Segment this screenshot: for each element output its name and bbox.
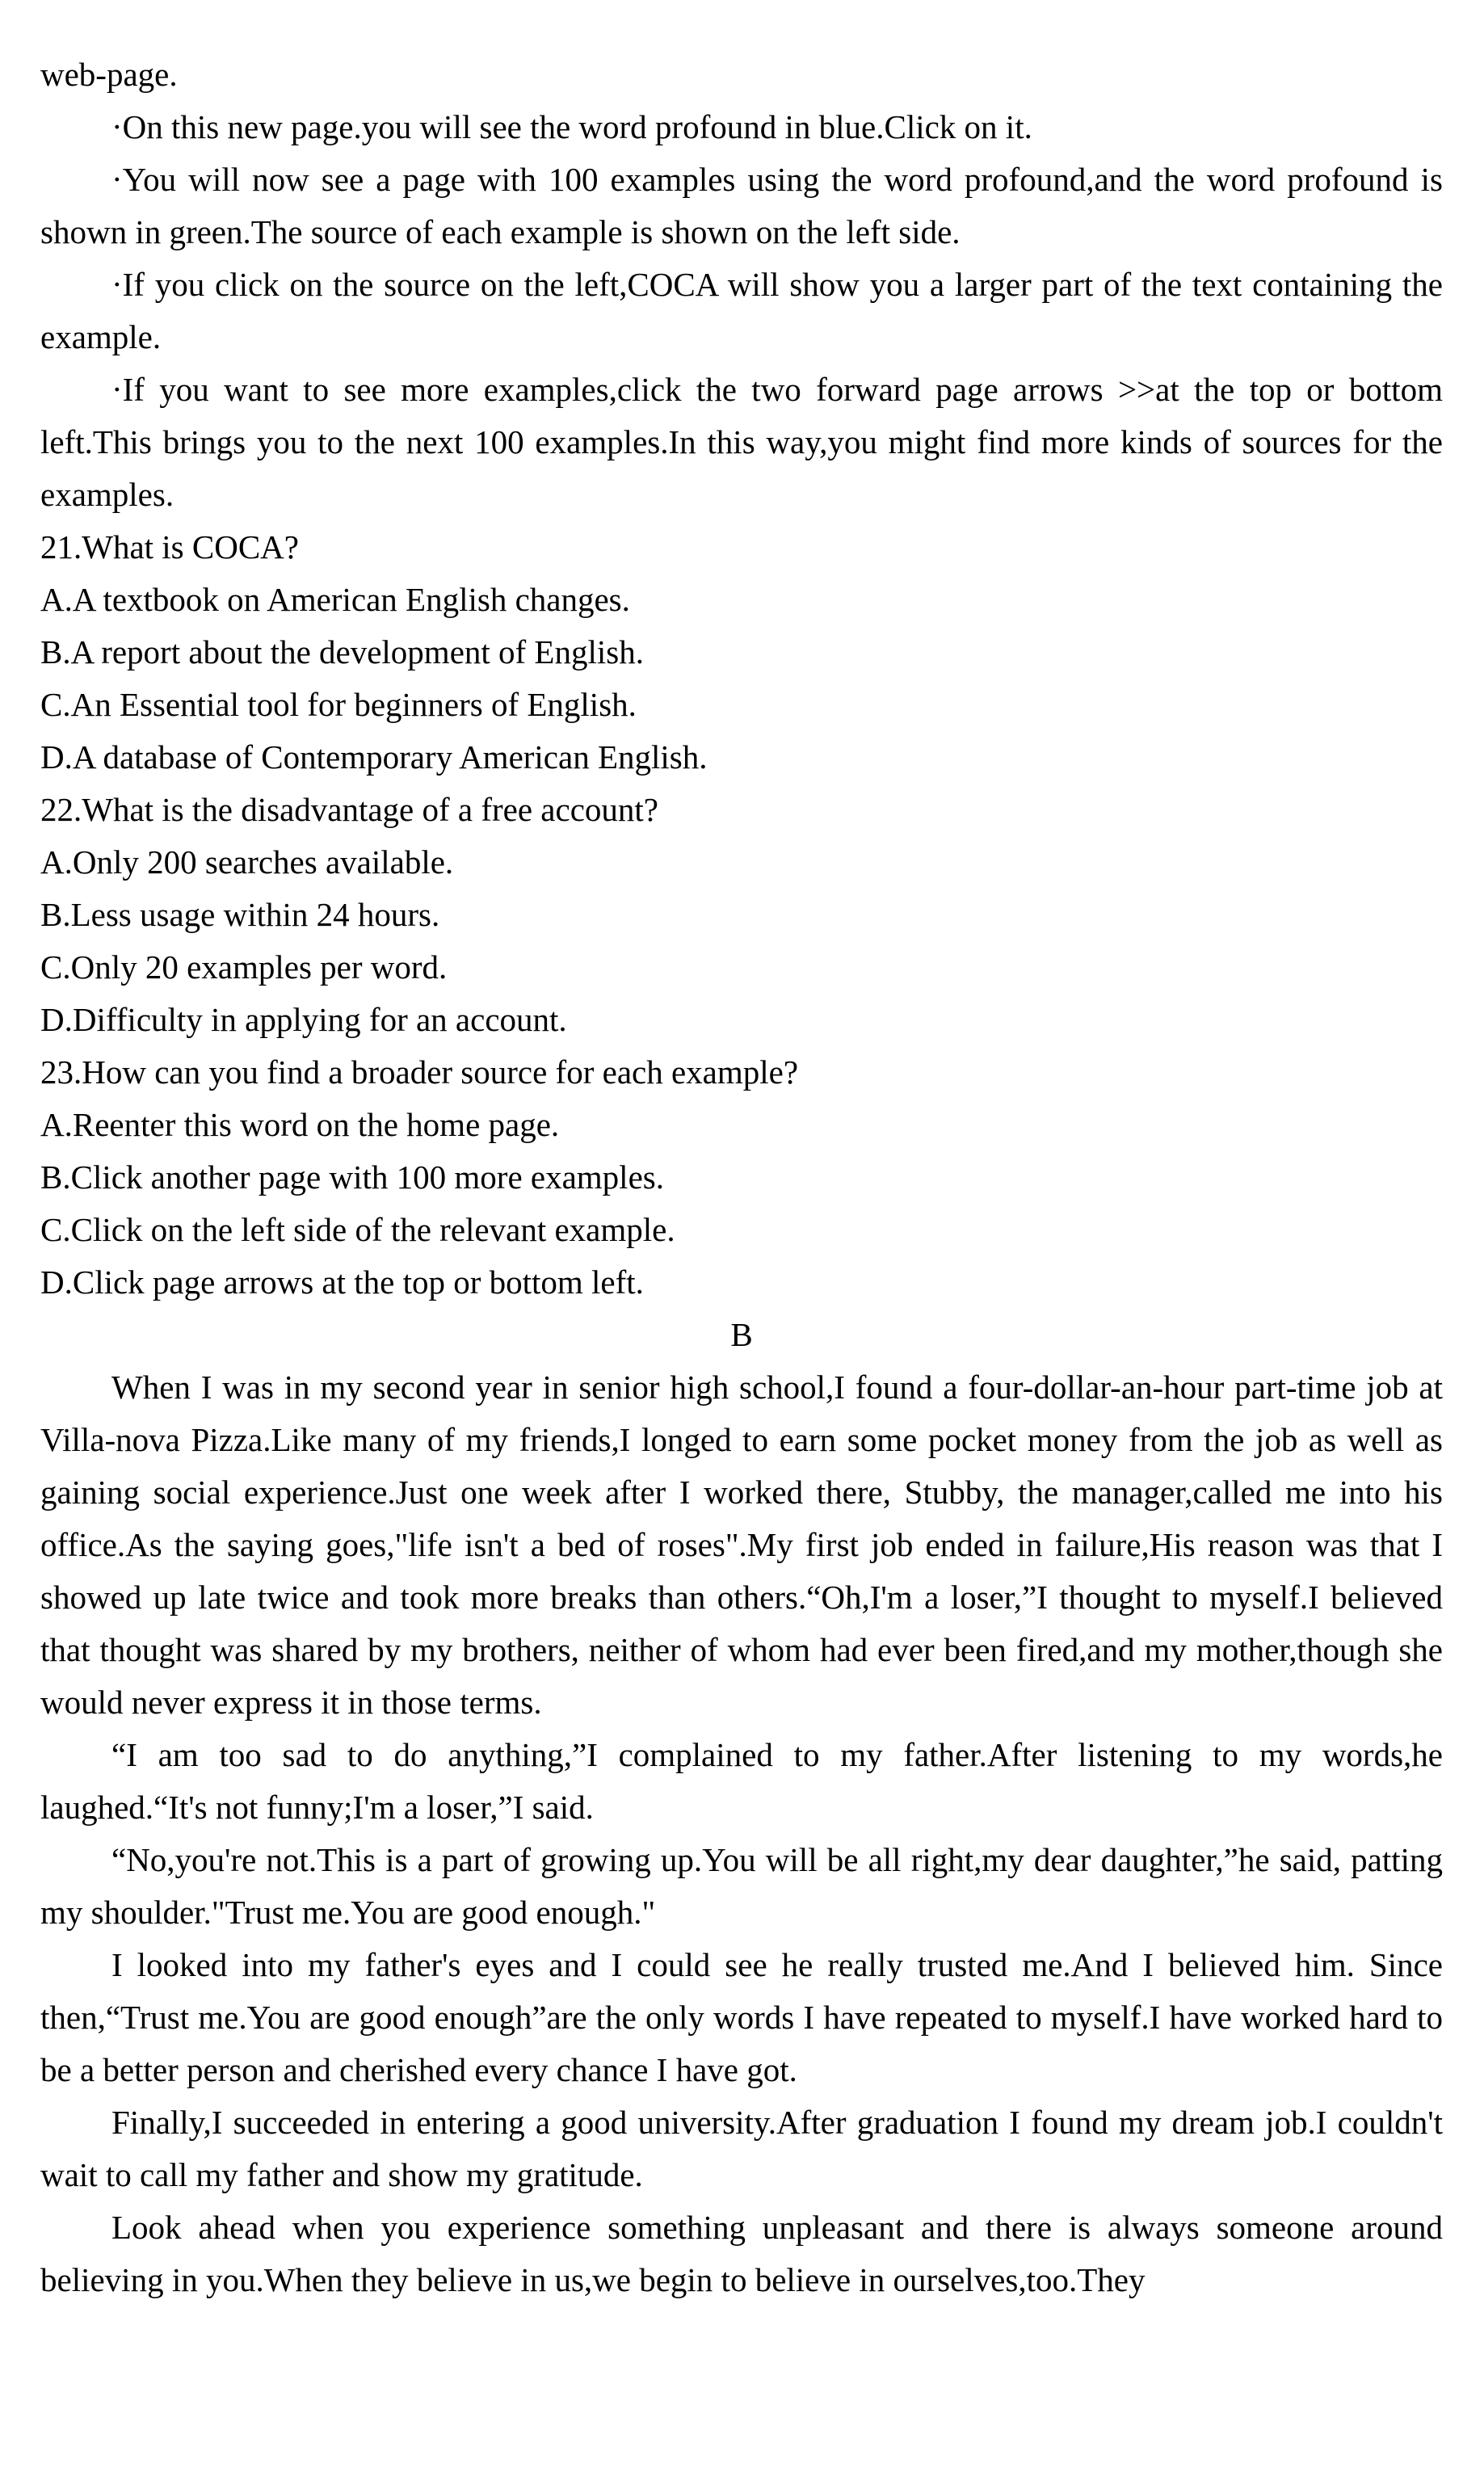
option-b: B.A report about the development of English.: [40, 633, 644, 671]
question-21: [40, 521, 1443, 784]
option-c: C.Click on the left side of the relevant example.: [40, 1211, 675, 1248]
option-a: A.Only 200 searches available.: [40, 843, 454, 881]
passage-b-paragraph-1: When I was in my second year in senior high school,I found a four-dollar-an-hour part-time job at Villa-nova Pizza.Like many of my friends,I longed to earn some pocket money from the job as well as gaining social experience.Just one week after I worked there, Stubby, the manager,called me into his office.As the saying goes,"life isn't a bed of roses".My first job ended in failure,His reason was that I showed up late twice and took more breaks than others.“Oh,I'm a loser,”I thought to myself.I believed that thought was shared by my brothers, neither of whom had ever been fired,and my mother,though she would never express it in those terms.: [40, 1369, 1443, 1721]
passage-b-paragraph-3: “No,you're not.This is a part of growing up.You will be all right,my dear daughter,”he said, patting my shoulder."Trust me.You are good enough.": [40, 1841, 1443, 1931]
question-stem: 21.What is COCA?: [40, 528, 299, 565]
option-d: D.Click page arrows at the top or bottom left.: [40, 1263, 644, 1301]
question-23: [40, 1046, 1443, 1309]
option-c: C.Only 20 examples per word.: [40, 948, 448, 986]
question-22: [40, 784, 1443, 1046]
question-stem: 23.How can you find a broader source for each example?: [40, 1053, 799, 1091]
passage-a-step-2: ·You will now see a page with 100 examples using the word profound,and the word profound is shown in green.The source of each example is shown on the left side.: [40, 161, 1443, 250]
passage-b-paragraph-5: Finally,I succeeded in entering a good university.After graduation I found my dream job.I couldn't wait to call my father and show my gratitude.: [40, 2104, 1443, 2193]
option-d: D.Difficulty in applying for an account.: [40, 1001, 567, 1038]
passage-b-heading: B: [730, 1316, 753, 1353]
option-b: B.Click another page with 100 more examples.: [40, 1158, 664, 1196]
option-c: C.An Essential tool for beginners of English.: [40, 686, 637, 723]
passage-b-paragraph-4: I looked into my father's eyes and I could see he really trusted me.And I believed him. Since then,“Trust me.You are good enough”are the only words I have repeated to myself.I have worked hard to be a better person and cherished every chance I have got.: [40, 1946, 1443, 2088]
passage-a-lead-fragment: web-page.: [40, 56, 178, 93]
question-list: [40, 521, 1443, 1309]
option-a: A.Reenter this word on the home page.: [40, 1106, 560, 1143]
document-page: [40, 48, 1443, 2306]
passage-a-step-4: ·If you want to see more examples,click the two forward page arrows >>at the top or bottom left.This brings you to the next 100 examples.In this way,you might find more kinds of sources for the examples.: [40, 371, 1443, 513]
passage-a-step-1: ·On this new page.you will see the word profound in blue.Click on it.: [111, 108, 1032, 145]
passage-b-paragraph-2: “I am too sad to do anything,”I complained to my father.After listening to my words,he laughed.“It's not funny;I'm a loser,”I said.: [40, 1736, 1443, 1826]
option-a: A.A textbook on American English changes.: [40, 581, 630, 618]
passage-b-paragraph-6: Look ahead when you experience something unpleasant and there is always someone around believing in you.When they believe in us,we begin to believe in ourselves,too.They: [40, 2209, 1443, 2298]
passage-a-step-3: ·If you click on the source on the left,COCA will show you a larger part of the text containing the example.: [40, 266, 1443, 355]
question-stem: 22.What is the disadvantage of a free account?: [40, 791, 658, 828]
option-d: D.A database of Contemporary American English.: [40, 738, 708, 776]
option-b: B.Less usage within 24 hours.: [40, 896, 440, 933]
